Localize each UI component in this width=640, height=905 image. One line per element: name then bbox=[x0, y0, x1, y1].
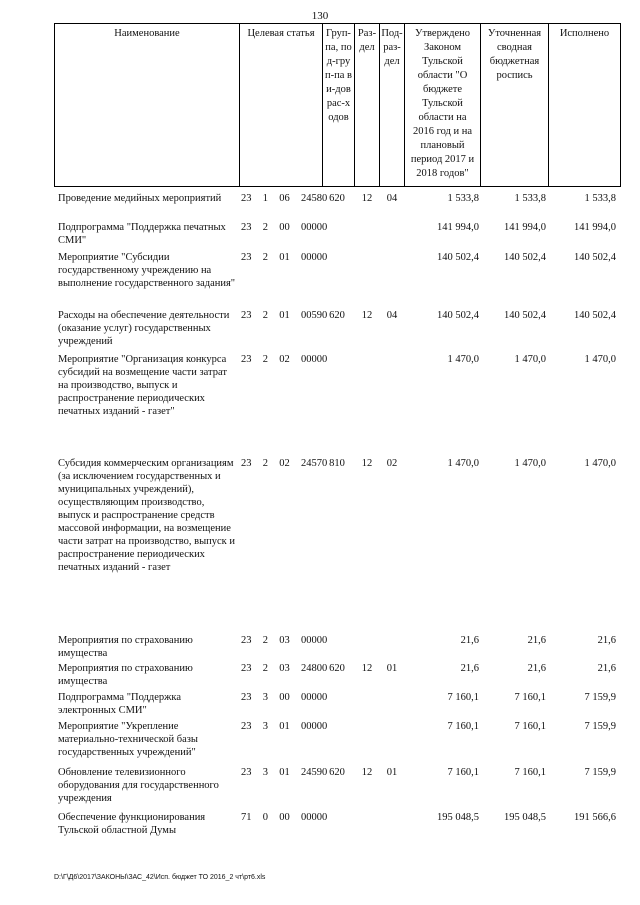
row-refined: 1 470,0 bbox=[514, 354, 546, 365]
row-name: Проведение медийных мероприятий bbox=[58, 193, 222, 204]
row-group: 620 bbox=[329, 310, 345, 321]
row-subsection: 01 bbox=[386, 663, 398, 674]
header-section: Раз-дел bbox=[354, 23, 379, 187]
row-approved: 7 160,1 bbox=[447, 721, 479, 732]
row-target: 23 2 03 24800 bbox=[241, 663, 328, 674]
row-group: 620 bbox=[329, 767, 345, 778]
row-done: 7 159,9 bbox=[584, 692, 616, 703]
row-approved: 141 994,0 bbox=[437, 222, 479, 233]
row-done: 1 533,8 bbox=[584, 193, 616, 204]
row-done: 21,6 bbox=[597, 663, 616, 674]
header-target: Целевая статья bbox=[239, 23, 322, 187]
row-name: Субсидия коммерческим организациям (за исключением государственных и муниципальных учреждений), осуществляющим производство, выпуск и распространение средств массовой информации, на возмещение части затрат на производство, выпуск и распространение периодических печатных изданий - газет bbox=[58, 458, 236, 573]
row-target: 71 0 00 00000 bbox=[241, 812, 328, 823]
row-approved: 7 160,1 bbox=[447, 692, 479, 703]
row-approved: 140 502,4 bbox=[437, 310, 479, 321]
row-name: Обновление телевизионного оборудования для государственного учреждения bbox=[58, 767, 219, 804]
row-refined: 140 502,4 bbox=[504, 252, 546, 263]
page-number: 130 bbox=[311, 10, 329, 22]
row-name: Обеспечение функционирования Тульской областной Думы bbox=[58, 812, 206, 836]
row-approved: 1 470,0 bbox=[447, 458, 479, 469]
row-refined: 7 160,1 bbox=[514, 767, 546, 778]
row-subsection: 04 bbox=[386, 310, 398, 321]
row-group: 810 bbox=[329, 458, 345, 469]
row-group: 620 bbox=[329, 193, 345, 204]
row-name: Подпрограмма "Поддержка печатных СМИ" bbox=[58, 222, 226, 246]
row-subsection: 02 bbox=[386, 458, 398, 469]
row-section: 12 bbox=[361, 767, 373, 778]
row-target: 23 2 00 00000 bbox=[241, 222, 328, 233]
row-done: 140 502,4 bbox=[574, 310, 616, 321]
row-approved: 195 048,5 bbox=[437, 812, 479, 823]
row-target: 23 3 01 24590 bbox=[241, 767, 328, 778]
header-group: Груп-па, под-груп-па ви-дов рас-ходов bbox=[322, 23, 354, 187]
row-approved: 21,6 bbox=[460, 663, 479, 674]
row-name: Подпрограмма "Поддержка электронных СМИ" bbox=[58, 692, 181, 716]
header-done: Исполнено bbox=[548, 23, 621, 187]
row-refined: 21,6 bbox=[527, 635, 546, 646]
row-done: 1 470,0 bbox=[584, 458, 616, 469]
row-section: 12 bbox=[361, 663, 373, 674]
row-name: Мероприятие "Укрепление материально-технической базы государственных учреждений" bbox=[58, 721, 198, 758]
row-section: 12 bbox=[361, 310, 373, 321]
row-name: Мероприятие "Субсидии государственному учреждению на выполнение государственного задания" bbox=[58, 252, 236, 289]
row-refined: 140 502,4 bbox=[504, 310, 546, 321]
row-target: 23 2 02 24570 bbox=[241, 458, 328, 469]
row-name: Расходы на обеспечение деятельности (оказание услуг) государственных учреждений bbox=[58, 310, 230, 347]
row-approved: 1 533,8 bbox=[447, 193, 479, 204]
row-refined: 7 160,1 bbox=[514, 692, 546, 703]
row-target: 23 2 03 00000 bbox=[241, 635, 328, 646]
header-name: Наименование bbox=[54, 23, 239, 187]
row-name: Мероприятие "Организация конкурса субсидий на возмещение части затрат на производство, выпуск и распространение периодических печатных изданий - газет" bbox=[58, 354, 227, 417]
row-section: 12 bbox=[361, 193, 373, 204]
row-refined: 7 160,1 bbox=[514, 721, 546, 732]
row-subsection: 01 bbox=[386, 767, 398, 778]
header-subsection: Под-раз-дел bbox=[379, 23, 404, 187]
row-done: 1 470,0 bbox=[584, 354, 616, 365]
header-approved: Утверждено Законом Тульской области "О бюджете Тульской области на 2016 год и на плановый период 2017 и 2018 годов" bbox=[404, 23, 480, 187]
row-name: Мероприятия по страхованию имущества bbox=[58, 663, 193, 687]
header-divider bbox=[54, 186, 621, 187]
row-done: 7 159,9 bbox=[584, 721, 616, 732]
row-refined: 195 048,5 bbox=[504, 812, 546, 823]
row-refined: 141 994,0 bbox=[504, 222, 546, 233]
row-target: 23 2 02 00000 bbox=[241, 354, 328, 365]
row-section: 12 bbox=[361, 458, 373, 469]
row-refined: 1 533,8 bbox=[514, 193, 546, 204]
row-done: 7 159,9 bbox=[584, 767, 616, 778]
row-done: 191 566,6 bbox=[574, 812, 616, 823]
row-approved: 140 502,4 bbox=[437, 252, 479, 263]
row-refined: 1 470,0 bbox=[514, 458, 546, 469]
row-refined: 21,6 bbox=[527, 663, 546, 674]
row-done: 141 994,0 bbox=[574, 222, 616, 233]
header-refined: Уточненная сводная бюджетная роспись bbox=[480, 23, 548, 187]
row-target: 23 3 01 00000 bbox=[241, 721, 328, 732]
row-group: 620 bbox=[329, 663, 345, 674]
row-subsection: 04 bbox=[386, 193, 398, 204]
file-path-footer: D:\Г\Д6\2017\ЗАКОНЫ\ЗАС_42\Исп. бюджет ТО 2016_2 чт\рт6.xls bbox=[54, 874, 266, 881]
row-target: 23 3 00 00000 bbox=[241, 692, 328, 703]
row-approved: 21,6 bbox=[460, 635, 479, 646]
row-name: Мероприятия по страхованию имущества bbox=[58, 635, 193, 659]
row-approved: 7 160,1 bbox=[447, 767, 479, 778]
row-done: 140 502,4 bbox=[574, 252, 616, 263]
row-target: 23 1 06 24580 bbox=[241, 193, 328, 204]
row-target: 23 2 01 00000 bbox=[241, 252, 328, 263]
row-approved: 1 470,0 bbox=[447, 354, 479, 365]
row-done: 21,6 bbox=[597, 635, 616, 646]
row-target: 23 2 01 00590 bbox=[241, 310, 328, 321]
